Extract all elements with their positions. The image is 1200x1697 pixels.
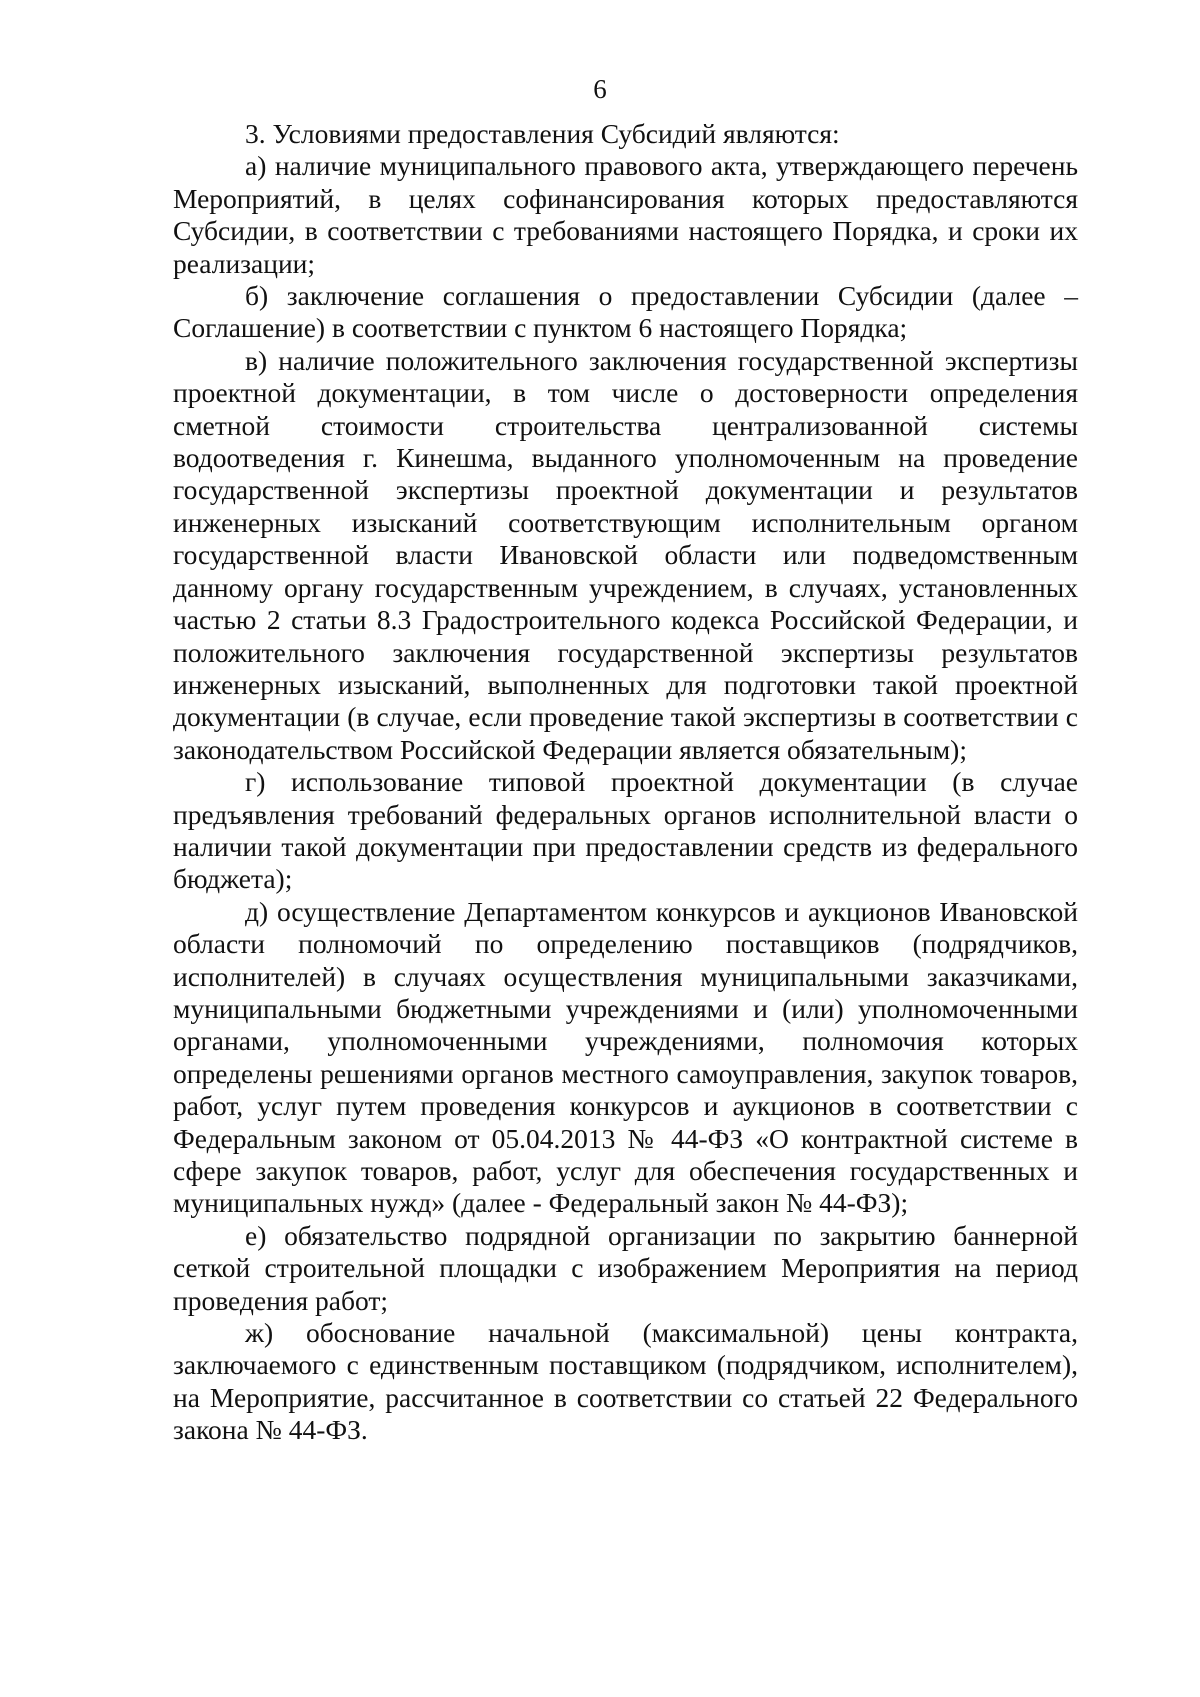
condition-g: г) использование типовой проектной документации (в случае предъявления требований федеральных органов исполнительной власти о наличии такой документации при предоставлении средств из федерального бюджета);	[173, 766, 1078, 895]
section-3-heading: 3. Условиями предоставления Субсидий являются:	[245, 118, 840, 149]
condition-zh: ж) обоснование начальной (максимальной) цены контракта, заключаемого с единственным поставщиком (подрядчиком, исполнителем), на Мероприятие, рассчитанное в соответствии со статьей 22 Федерального закона № 44-ФЗ.	[173, 1317, 1078, 1446]
condition-e: е) обязательство подрядной организации по закрытию баннерной сеткой строительной площадки с изображением Мероприятия на период проведения работ;	[173, 1219, 1078, 1316]
condition-d: д) осуществление Департаментом конкурсов и аукционов Ивановской области полномочий по определению поставщиков (подрядчиков, исполнителей) в случаях осуществления муниципальными заказчиками, муниципальными бюджетными учреждениями и (или) уполномоченными органами, уполномоченными учреждениями, полномочия которых определены решениями органов местного самоуправления, закупок товаров, работ, услуг путем проведения конкурсов и аукционов в соответствии с Федеральным законом от 05.04.2013 № 44-ФЗ «О контрактной системе в сфере закупок товаров, работ, услуг для обеспечения государственных и муниципальных нужд» (далее - Федеральный закон № 44-ФЗ);	[173, 895, 1078, 1219]
condition-b: б) заключение соглашения о предоставлении Субсидии (далее – Соглашение) в соответствии с пунктом 6 настоящего Порядка;	[173, 280, 1078, 344]
condition-a: а) наличие муниципального правового акта, утверждающего перечень Мероприятий, в целях софинансирования которых предоставляются Субсидии, в соответствии с требованиями настоящего Порядка, и сроки их реализации;	[173, 150, 1078, 279]
condition-v: в) наличие положительного заключения государственной экспертизы проектной документации, в том числе о достоверности определения сметной стоимости строительства централизованной системы водоотведения г. Кинешма, выданного уполномоченным на проведение государственной экспертизы проектной документации и результатов инженерных изысканий соответствующим исполнительным органом государственной власти Ивановской области или подведомственным данному органу государственным учреждением, в случаях, установленных частью 2 статьи 8.3 Градостроительного кодекса Российской Федерации, и положительного заключения государственной экспертизы результатов инженерных изысканий, выполненных для подготовки такой проектной документации (в случае, если проведение такой экспертизы в соответствии с законодательством Российской Федерации является обязательным);	[173, 344, 1078, 765]
page-number: 6	[593, 74, 607, 104]
document-body	[173, 118, 1078, 1447]
